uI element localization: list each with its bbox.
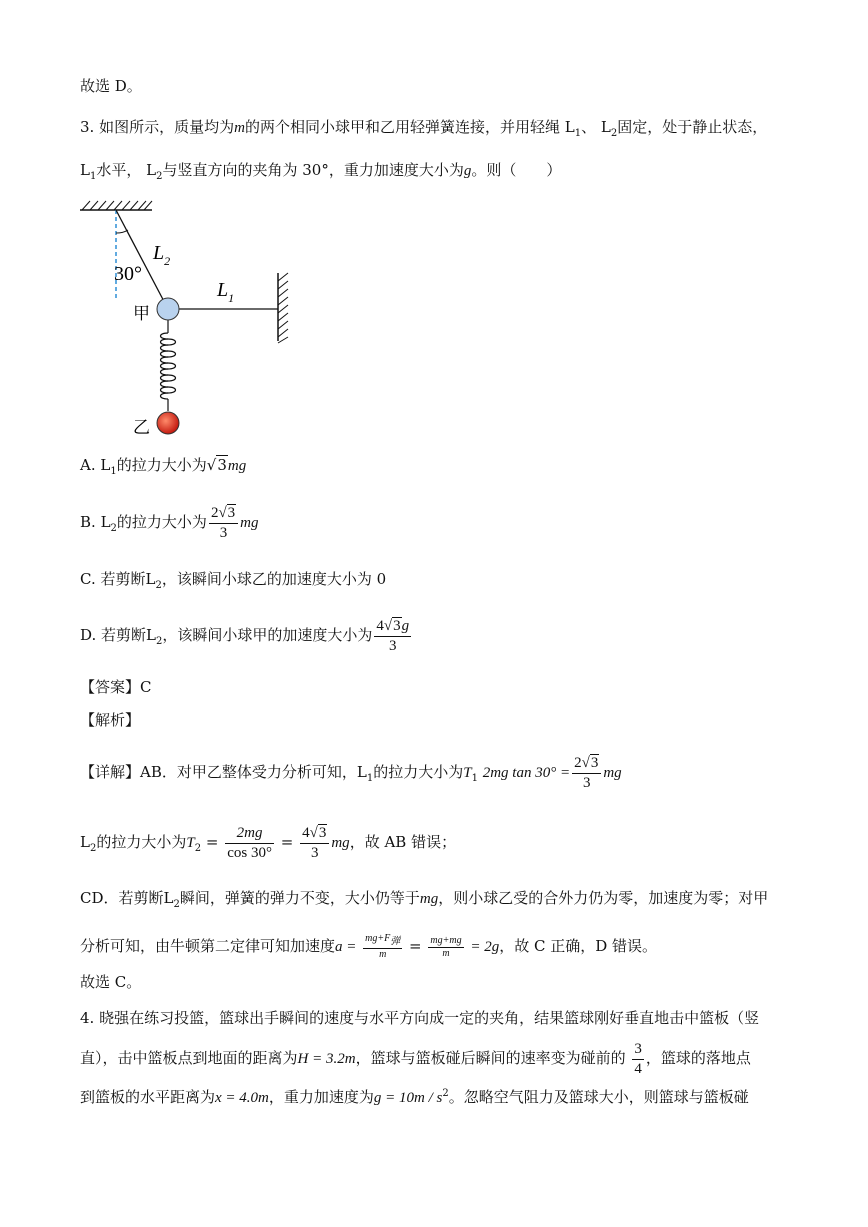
symbol-L2: $L_2$ bbox=[600, 118, 618, 139]
text: 瞬间，弹簧的弹力不变，大小仍等于 bbox=[179, 889, 420, 907]
symbol: mg bbox=[227, 458, 247, 474]
detail-cd-2 bbox=[80, 928, 657, 965]
text: 故选 D。 bbox=[80, 77, 142, 95]
conclusion bbox=[80, 972, 141, 992]
formula: g = 10m / s bbox=[373, 1090, 443, 1106]
fraction: $\frac{mg+mg}{m}$ bbox=[430, 934, 462, 959]
text: 的拉力大小为 bbox=[116, 456, 207, 474]
q3-line2 bbox=[80, 160, 561, 187]
text: = bbox=[280, 833, 294, 851]
symbol-L2: $L_2$ bbox=[145, 570, 162, 591]
text: 【解析】 bbox=[80, 711, 141, 729]
symbol: mg bbox=[331, 835, 350, 851]
fraction: $\frac{4√3}{3}$ bbox=[300, 824, 329, 863]
option-b bbox=[80, 502, 259, 549]
symbol-L1: $L_1$ bbox=[80, 161, 97, 182]
symbol-L1: $L_1$ bbox=[100, 456, 117, 477]
sqrt3: √3 bbox=[206, 456, 227, 474]
ceiling bbox=[80, 201, 152, 210]
fraction: $\frac{4√3g}{3}$ bbox=[376, 617, 410, 654]
q3-line1 bbox=[80, 117, 767, 144]
text: 3. 如图所示，质量均为 bbox=[80, 118, 235, 136]
text: ，故 C 正确，D 错误。 bbox=[499, 937, 658, 955]
text: = bbox=[205, 833, 219, 851]
text: ，篮球的落地点 bbox=[645, 1049, 751, 1067]
fraction: $\frac{2mg}{\cos 30^\circ}$ bbox=[227, 824, 272, 861]
symbol: g bbox=[463, 163, 472, 179]
ball-jia bbox=[157, 298, 179, 320]
text: 的拉力大小为 bbox=[96, 833, 187, 851]
formula: x = 4.0m bbox=[215, 1090, 269, 1106]
text: ，该瞬间小球乙的加速度大小为 0 bbox=[161, 570, 387, 588]
symbol: T bbox=[463, 765, 472, 781]
text: ，篮球与篮板碰后瞬间的速率变为碰前的 bbox=[355, 1049, 626, 1067]
symbol-L2: $L_2$ bbox=[80, 833, 97, 854]
symbol-L2: $L_2$ bbox=[100, 513, 117, 534]
label-L1: $L_1$ bbox=[217, 279, 235, 305]
text: C. 若剪断 bbox=[80, 570, 146, 588]
detail-l2: $L_2$的拉力大小为$T_2$ = $\frac{2mg}{\cos 30^\circ}$ = $\frac{4√3}{3}$ mg，故 AB 错误； bbox=[80, 824, 457, 861]
option-c bbox=[80, 569, 386, 596]
option-d bbox=[80, 615, 413, 662]
text: 直），击中篮板点到地面的距离为 bbox=[80, 1049, 298, 1067]
text: 【详解】AB．对甲乙整体受力分析可知， bbox=[80, 763, 357, 781]
text: 故选 C。 bbox=[80, 973, 142, 991]
spring bbox=[161, 320, 176, 411]
prev-conclusion bbox=[80, 76, 142, 96]
text: 分析可知，由牛顿第二定律可知加速度 bbox=[80, 937, 336, 955]
wall bbox=[278, 273, 288, 343]
q4-line2 bbox=[80, 1038, 751, 1079]
label-L2: $L_2$ bbox=[153, 242, 171, 268]
detail-ab: 【详解】AB．对甲乙整体受力分析可知，$L_1$的拉力大小为$T_1$ 2mg tan 30° = $\frac{2√3}{3}$ mg bbox=[80, 754, 622, 791]
text: D. 若剪断 bbox=[80, 626, 147, 644]
ball-yi bbox=[157, 412, 179, 434]
text: 的拉力大小为 bbox=[116, 513, 207, 531]
text: = bbox=[409, 937, 422, 955]
fraction: $\frac{3}{4}$ bbox=[634, 1040, 642, 1077]
symbol-L1: $L_1$ bbox=[564, 118, 582, 139]
text: 。则（ ） bbox=[471, 161, 562, 179]
text: 的拉力大小为 bbox=[373, 763, 464, 781]
angle-label: 30° bbox=[114, 263, 142, 285]
text: 到篮板的水平距离为 bbox=[80, 1088, 216, 1106]
label-jia: 甲 bbox=[133, 304, 150, 324]
symbol-L2: $L_2$ bbox=[163, 889, 180, 910]
label-yi: 乙 bbox=[133, 418, 150, 438]
symbol: mg bbox=[240, 515, 259, 531]
fraction: $\frac{mg+F_弹}{m}$ bbox=[365, 933, 401, 960]
text: 水平， bbox=[96, 161, 142, 179]
formula: a = bbox=[335, 939, 357, 955]
text: A. bbox=[80, 456, 96, 474]
symbol: m bbox=[234, 120, 245, 136]
formula: H = 3.2m bbox=[297, 1051, 356, 1067]
symbol: T bbox=[186, 835, 195, 851]
symbol-L1: $L_1$ bbox=[356, 763, 374, 784]
symbol-L2: $L_2$ bbox=[146, 626, 163, 647]
symbol: mg bbox=[603, 765, 622, 781]
symbol: mg bbox=[419, 891, 439, 907]
detail-cd-1 bbox=[80, 888, 768, 915]
analysis-heading bbox=[80, 710, 140, 730]
text: 4. 晓强在练习投篮，篮球出手瞬间的速度与水平方向成一定的夹角，结果篮球刚好垂直地击中篮板（竖 bbox=[80, 1009, 760, 1027]
text: 固定，处于静止状态， bbox=[617, 118, 768, 136]
option-a bbox=[80, 455, 246, 482]
text: ，该瞬间小球甲的加速度大小为 bbox=[162, 626, 373, 644]
formula: 2mg tan 30° = bbox=[482, 765, 571, 781]
symbol-L2: $L_2$ bbox=[146, 161, 163, 182]
text: 。忽略空气阻力及篮球大小，则篮球与篮板碰 bbox=[448, 1088, 749, 1106]
text: B. bbox=[80, 513, 96, 531]
fraction: $\frac{2√3}{3}$ bbox=[209, 504, 238, 543]
text: 的两个相同小球甲和乙用轻弹簧连接，并用轻绳 bbox=[244, 118, 560, 136]
fraction: $\frac{2√3}{3}$ bbox=[572, 754, 601, 793]
text: 与竖直方向的夹角为 30°，重力加速度大小为 bbox=[162, 161, 464, 179]
text: CD．若剪断 bbox=[80, 889, 164, 907]
text: ，则小球乙受的合外力仍为零，加速度为零；对甲 bbox=[438, 889, 769, 907]
text: ，故 AB 错误； bbox=[349, 833, 457, 851]
text: 、 bbox=[581, 118, 597, 136]
formula: = 2g bbox=[470, 939, 500, 955]
physics-figure bbox=[78, 193, 308, 443]
answer bbox=[80, 677, 151, 697]
text: 【答案】C bbox=[80, 678, 152, 696]
text: ，重力加速度为 bbox=[268, 1088, 374, 1106]
q4-line1 bbox=[80, 1008, 759, 1028]
q4-line3: 到篮板的水平距离为x = 4.0m，重力加速度为$g = 10m / s^2$。忽略空气阻力及篮球大小，则篮球与篮板碰 bbox=[80, 1088, 749, 1106]
